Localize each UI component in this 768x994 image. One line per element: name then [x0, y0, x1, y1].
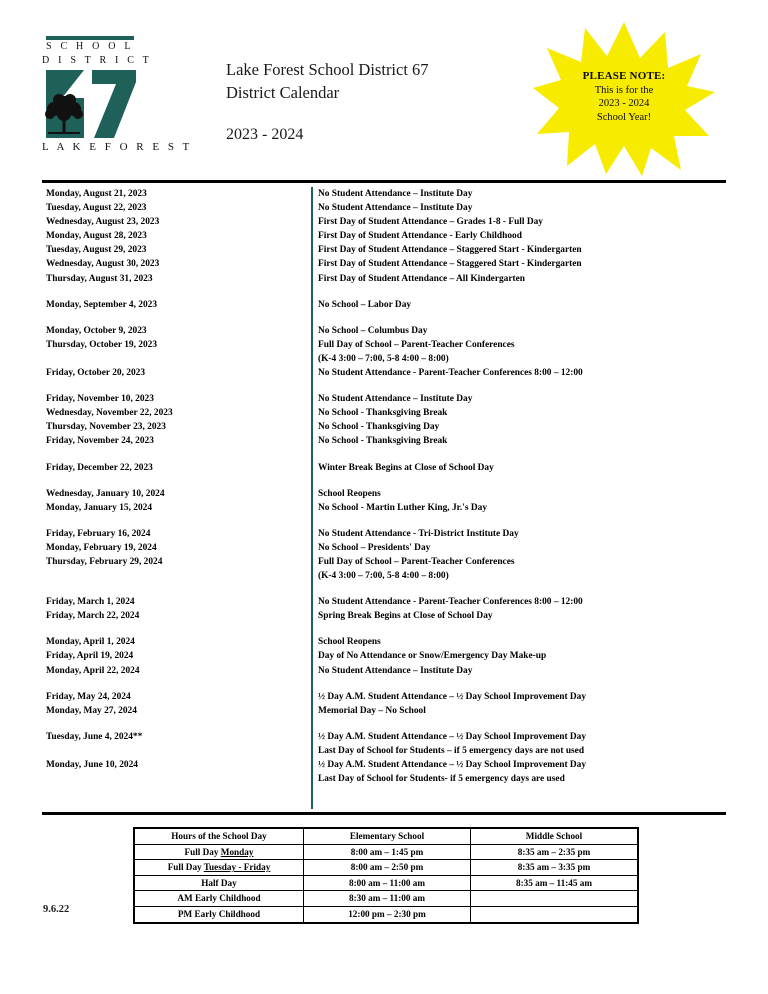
calendar-description: First Day of Student Attendance – Staggered Start - Kindergarten — [318, 259, 582, 270]
calendar-row — [42, 690, 726, 704]
logo-word-school: S C H O O L — [46, 41, 134, 52]
header-elementary-school: Elementary School — [304, 828, 471, 844]
calendar-row — [42, 527, 726, 541]
calendar-description: No School – Labor Day — [318, 299, 412, 310]
calendar-description: Last Day of School for Students- if 5 emergency days are used — [318, 774, 565, 785]
calendar-date: Monday, September 4, 2023 — [46, 299, 158, 310]
calendar-description: School Reopens — [318, 637, 381, 648]
calendar-date: Tuesday, August 29, 2023 — [46, 245, 147, 256]
calendar-description: No Student Attendance - Tri-District Institute Day — [318, 528, 519, 539]
cell-elementary-hours: 8:00 am – 2:50 pm — [304, 860, 471, 876]
calendar-description: Spring Break Begins at Close of School Day — [318, 611, 493, 622]
badge-line-1: PLEASE NOTE: — [582, 70, 666, 82]
calendar-date: Wednesday, August 30, 2023 — [46, 259, 160, 270]
top-horizontal-rule — [42, 180, 726, 183]
calendar-description: School Reopens — [318, 488, 381, 499]
calendar-date: Tuesday, June 4, 2024** — [46, 731, 143, 742]
calendar-description: ½ Day A.M. Student Attendance – ½ Day School Improvement Day — [318, 691, 587, 702]
page-header — [0, 0, 768, 182]
table-body — [134, 844, 638, 922]
title-line-1: Lake Forest School District 67 — [226, 60, 429, 79]
cell-schedule-label — [134, 860, 304, 876]
badge-line-2: This is for the — [594, 84, 654, 96]
please-note-text — [533, 70, 715, 124]
calendar-row — [42, 555, 726, 569]
calendar-date: Wednesday, November 22, 2023 — [46, 408, 173, 419]
calendar-group — [42, 730, 726, 786]
calendar-date: Thursday, November 23, 2023 — [46, 422, 166, 433]
calendar-row — [42, 758, 726, 772]
badge-line-3: 2023 - 2024 — [598, 98, 650, 109]
calendar-date: Monday, April 22, 2024 — [46, 665, 140, 676]
calendar-row — [42, 569, 726, 583]
calendar-group — [42, 187, 726, 286]
cell-middle-hours: 8:35 am – 3:35 pm — [471, 860, 639, 876]
calendar-group — [42, 595, 726, 623]
table-row — [134, 860, 638, 876]
calendar-date: Thursday, February 29, 2024 — [46, 556, 163, 567]
header-hours-of-school-day: Hours of the School Day — [134, 828, 304, 844]
tree-icon — [42, 92, 86, 136]
calendar-date: Wednesday, January 10, 2024 — [46, 488, 165, 499]
calendar-description: First Day of Student Attendance - Early Childhood — [318, 231, 522, 242]
table-row — [134, 891, 638, 907]
label-text: Full Day — [184, 846, 221, 857]
calendar-row — [42, 324, 726, 338]
calendar-date: Friday, November 24, 2023 — [46, 436, 154, 447]
calendar-description: No School - Thanksgiving Day — [318, 422, 440, 433]
cell-middle-hours: 8:35 am – 11:45 am — [471, 875, 639, 891]
calendar-date: Friday, May 24, 2024 — [46, 691, 131, 702]
cell-schedule-label — [134, 875, 304, 891]
calendar-date: Thursday, August 31, 2023 — [46, 273, 153, 284]
calendar-date: Friday, December 22, 2023 — [46, 462, 153, 473]
calendar-date: Thursday, October 19, 2023 — [46, 339, 158, 350]
calendar-description: No Student Attendance – Institute Day — [318, 665, 473, 676]
cell-elementary-hours: 12:00 pm – 2:30 pm — [304, 906, 471, 922]
cell-schedule-label — [134, 844, 304, 860]
calendar-row — [42, 201, 726, 215]
label-emphasis: Tuesday - Friday — [203, 862, 271, 873]
calendar-description: No Student Attendance - Parent-Teacher Conferences 8:00 – 12:00 — [318, 368, 583, 379]
calendar-row — [42, 420, 726, 434]
cell-schedule-label — [134, 891, 304, 907]
calendar-group — [42, 461, 726, 475]
table-row — [134, 844, 638, 860]
title-line-2: District Calendar — [226, 83, 340, 102]
cell-elementary-hours: 8:00 am – 1:45 pm — [304, 844, 471, 860]
calendar-description: ½ Day A.M. Student Attendance – ½ Day School Improvement Day — [318, 760, 587, 770]
calendar-description: Full Day of School – Parent-Teacher Conferences — [318, 339, 515, 350]
calendar-description: No Student Attendance – Institute Day — [318, 394, 473, 405]
cell-middle-hours — [471, 906, 639, 922]
calendar-row — [42, 501, 726, 515]
calendar-date: Monday, January 15, 2024 — [46, 502, 153, 513]
calendar-description: No Student Attendance – Institute Day — [318, 189, 473, 199]
logo-word-district: D I S T R I C T — [42, 55, 152, 66]
calendar-group — [42, 635, 726, 677]
header-middle-school: Middle School — [471, 828, 639, 844]
calendar-description: Last Day of School for Students – if 5 emergency days are not used — [318, 745, 585, 756]
calendar-description: No Student Attendance - Parent-Teacher Conferences 8:00 – 12:00 — [318, 597, 583, 608]
calendar-group — [42, 392, 726, 448]
table-row — [134, 875, 638, 891]
calendar-description: No School - Thanksgiving Break — [318, 436, 448, 447]
calendar-row — [42, 215, 726, 229]
calendar-row — [42, 338, 726, 352]
calendar-description: Memorial Day – No School — [318, 705, 426, 716]
calendar-date: Monday, February 19, 2024 — [46, 542, 157, 553]
calendar-description: ½ Day A.M. Student Attendance – ½ Day School Improvement Day — [318, 731, 587, 742]
calendar-description: (K-4 3:00 – 7:00, 5-8 4:00 – 8:00) — [318, 353, 449, 364]
calendar-description: First Day of Student Attendance – Grades 1-8 - Full Day — [318, 217, 543, 228]
document-title — [226, 58, 526, 144]
calendar-row — [42, 406, 726, 420]
calendar-date: Monday, October 9, 2023 — [46, 325, 147, 336]
calendar-row — [42, 434, 726, 448]
calendar-date: Friday, November 10, 2023 — [46, 394, 154, 405]
calendar-date: Monday, May 27, 2024 — [46, 705, 137, 716]
label-text: Half Day — [201, 877, 237, 888]
calendar-description: No Student Attendance – Institute Day — [318, 203, 473, 214]
calendar-row — [42, 257, 726, 271]
calendar-description: No School – Columbus Day — [318, 325, 428, 336]
calendar-description: Winter Break Begins at Close of School Day — [318, 462, 494, 473]
label-emphasis: Monday — [220, 846, 254, 857]
logo-word-lake-forest: L A K E F O R E S T — [42, 141, 193, 153]
calendar-row — [42, 243, 726, 257]
district-logo — [28, 28, 193, 160]
cell-schedule-label — [134, 906, 304, 922]
calendar-row — [42, 664, 726, 678]
calendar-description: (K-4 3:00 – 7:00, 5-8 4:00 – 8:00) — [318, 571, 449, 582]
calendar-description: Full Day of School – Parent-Teacher Conferences — [318, 556, 515, 567]
calendar-row — [42, 352, 726, 366]
bottom-horizontal-rule — [42, 812, 726, 815]
calendar-date: Friday, October 20, 2023 — [46, 368, 146, 379]
calendar-row — [42, 392, 726, 406]
calendar-row — [42, 730, 726, 744]
calendar-row — [42, 649, 726, 663]
badge-line-4: School Year! — [596, 111, 652, 123]
label-text: PM Early Childhood — [177, 908, 261, 919]
cell-middle-hours: 8:35 am – 2:35 pm — [471, 844, 639, 860]
calendar-description: First Day of Student Attendance – Staggered Start - Kindergarten — [318, 245, 582, 256]
calendar-group — [42, 527, 726, 583]
label-text: Full Day — [167, 862, 204, 873]
cell-middle-hours — [471, 891, 639, 907]
calendar-description: Day of No Attendance or Snow/Emergency Day Make-up — [318, 651, 547, 662]
calendar-row — [42, 366, 726, 380]
calendar-date: Monday, August 28, 2023 — [46, 231, 147, 242]
calendar-group — [42, 324, 726, 380]
calendar-date: Friday, March 1, 2024 — [46, 597, 135, 608]
calendar-date: Monday, April 1, 2024 — [46, 637, 135, 648]
calendar-row — [42, 609, 726, 623]
calendar-date: Monday, August 21, 2023 — [46, 189, 147, 199]
calendar-date: Friday, April 19, 2024 — [46, 651, 134, 662]
calendar-description: First Day of Student Attendance – All Kindergarten — [318, 273, 526, 284]
calendar-listing — [42, 187, 726, 786]
calendar-row — [42, 487, 726, 501]
calendar-row — [42, 541, 726, 555]
school-hours-table — [133, 827, 639, 924]
calendar-row — [42, 772, 726, 786]
please-note-badge — [533, 18, 715, 176]
calendar-row — [42, 461, 726, 475]
cell-elementary-hours: 8:00 am – 11:00 am — [304, 875, 471, 891]
calendar-row — [42, 704, 726, 718]
calendar-group — [42, 298, 726, 312]
calendar-date: Friday, February 16, 2024 — [46, 528, 151, 539]
calendar-row — [42, 187, 726, 201]
table-row — [134, 906, 638, 922]
calendar-date: Monday, June 10, 2024 — [46, 760, 138, 770]
calendar-row — [42, 635, 726, 649]
calendar-row — [42, 298, 726, 312]
footer-revision-date: 9.6.22 — [43, 904, 70, 915]
calendar-description: No School - Thanksgiving Break — [318, 408, 448, 419]
calendar-row — [42, 229, 726, 243]
calendar-group — [42, 690, 726, 718]
calendar-date: Friday, March 22, 2024 — [46, 611, 140, 622]
calendar-date: Wednesday, August 23, 2023 — [46, 217, 160, 228]
table-header-row — [134, 828, 638, 844]
logo-top-bar — [46, 36, 134, 40]
calendar-description: No School - Martin Luther King, Jr.'s Day — [318, 502, 488, 513]
calendar-groups — [42, 187, 726, 786]
calendar-description: No School – Presidents' Day — [318, 542, 431, 553]
title-school-year: 2023 - 2024 — [226, 126, 304, 143]
calendar-date: Tuesday, August 22, 2023 — [46, 203, 147, 214]
calendar-group — [42, 487, 726, 515]
calendar-row — [42, 744, 726, 758]
cell-elementary-hours: 8:30 am – 11:00 am — [304, 891, 471, 907]
label-text: AM Early Childhood — [177, 893, 261, 904]
calendar-row — [42, 272, 726, 286]
calendar-row — [42, 595, 726, 609]
